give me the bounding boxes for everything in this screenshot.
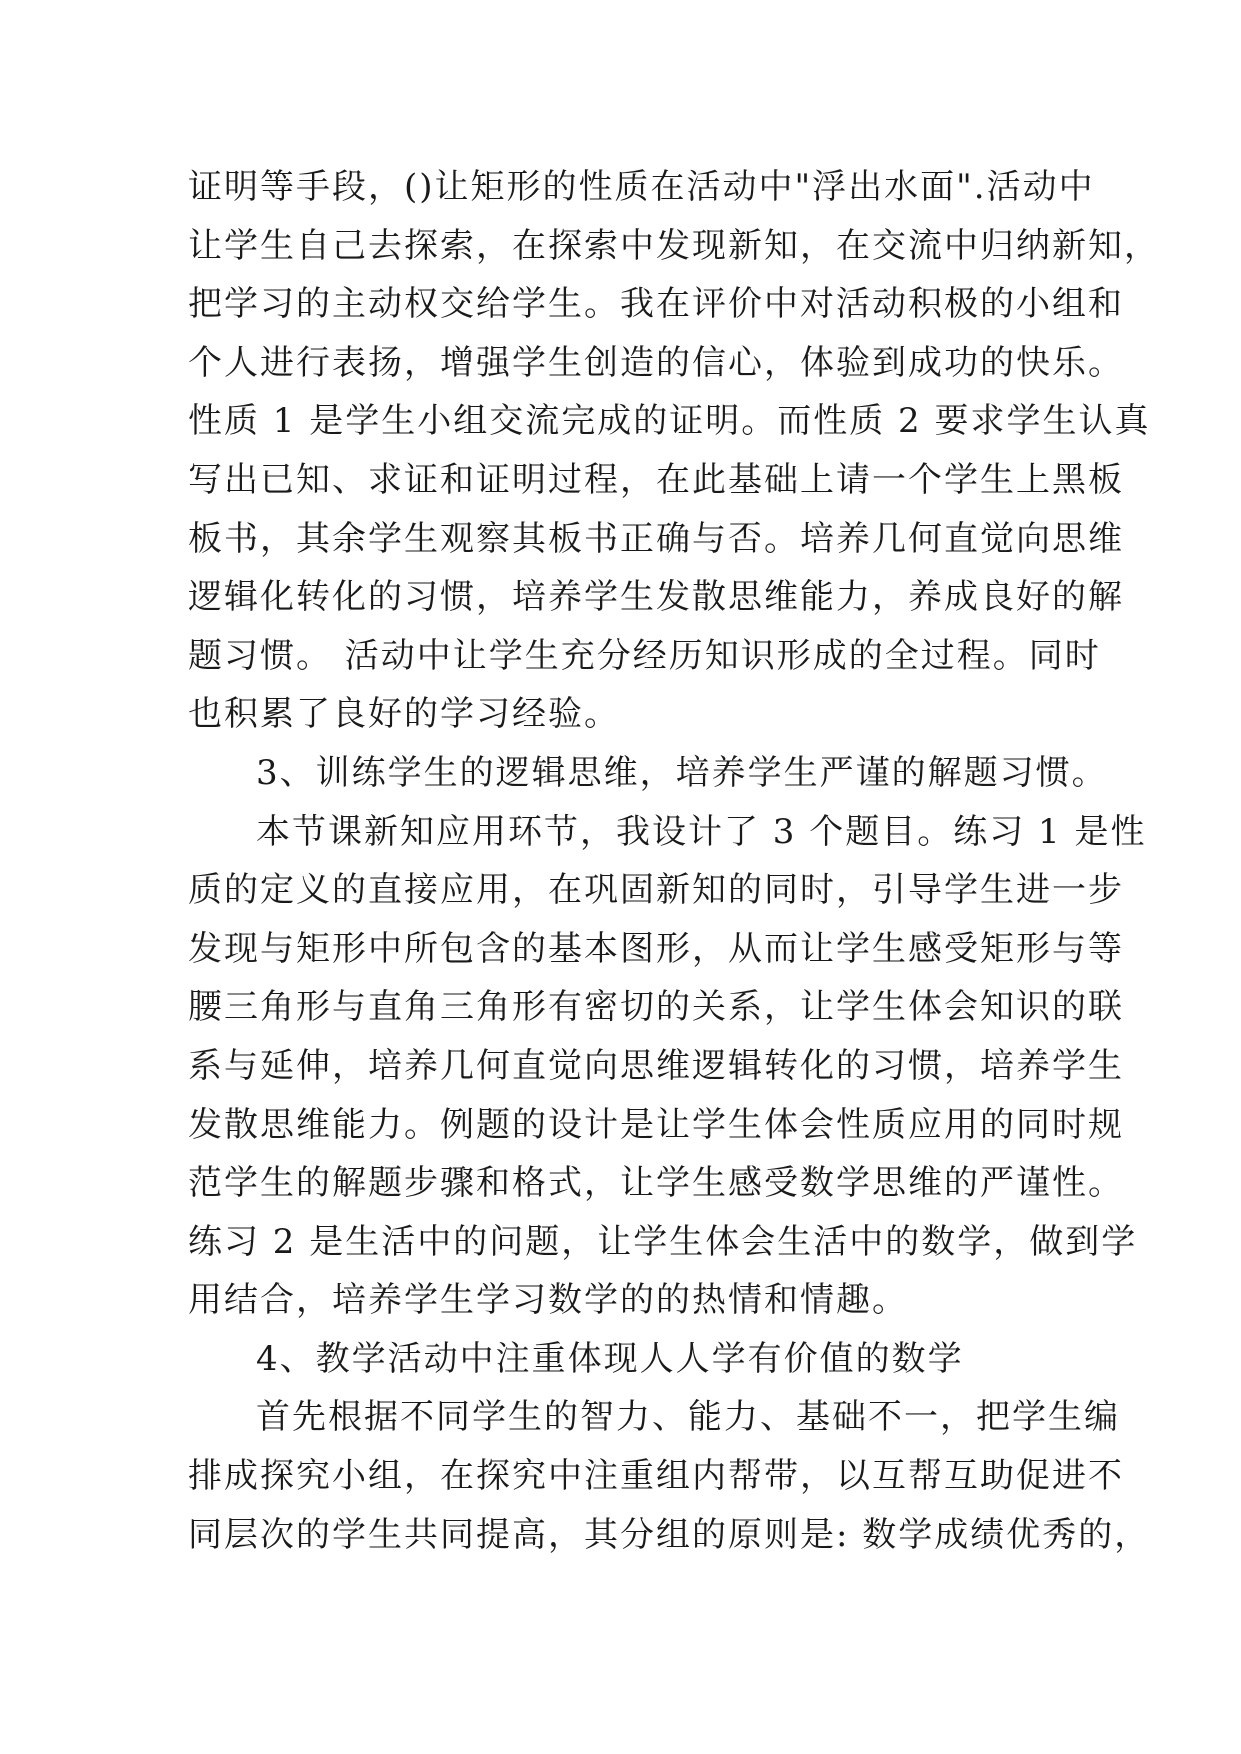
text-line: 练习 2 是生活中的问题，让学生体会生活中的数学，做到学 [188,1221,1138,1262]
text-line: 同层次的学生共同提高，其分组的原则是: 数学成绩优秀的， [188,1514,1151,1555]
text-line: 发散思维能力。例题的设计是让学生体会性质应用的同时规 [188,1104,1124,1145]
text-line: 证明等手段，()让矩形的性质在活动中"浮出水面".活动中 [188,167,1095,207]
text-line: 首先根据不同学生的智力、能力、基础不一，把学生编 [256,1397,1120,1438]
text-line: 性质 1 是学生小组交流完成的证明。而性质 2 要求学生认真 [188,401,1151,442]
text-line: 把学习的主动权交给学生。我在评价中对活动积极的小组和 [188,284,1124,325]
text-line: 个人进行表扬，增强学生创造的信心，体验到成功的快乐。 [188,342,1124,383]
text-line: 板书，其余学生观察其板书正确与否。培养几何直觉向思维 [188,518,1124,559]
text-line: 质的定义的直接应用，在巩固新知的同时，引导学生进一步 [188,870,1124,911]
section-heading-4: 4、教学活动中注重体现人人学有价值的数学 [256,1338,964,1379]
text-line: 逻辑化转化的习惯，培养学生发散思维能力，养成良好的解 [188,577,1124,618]
text-line: 范学生的解题步骤和格式，让学生感受数学思维的严谨性。 [188,1163,1124,1204]
text-line: 本节课新知应用环节，我设计了 3 个题目。练习 1 是性 [256,811,1147,852]
text-line: 写出已知、求证和证明过程，在此基础上请一个学生上黑板 [188,459,1124,500]
text-line: 用结合，培养学生学习数学的的热情和情趣。 [188,1280,908,1321]
text-line: 题习惯。 活动中让学生充分经历知识形成的全过程。同时 [188,635,1101,676]
text-line: 系与延伸，培养几何直觉向思维逻辑转化的习惯，培养学生 [188,1045,1124,1086]
body-text [188,158,1160,1564]
section-heading-3: 3、训练学生的逻辑思维，培养学生严谨的解题习惯。 [256,752,1108,793]
text-line: 也积累了良好的学习经验。 [188,694,620,735]
text-line: 让学生自己去探索，在探索中发现新知，在交流中归纳新知， [188,225,1160,266]
text-line: 排成探究小组，在探究中注重组内帮带，以互帮互助促进不 [188,1456,1124,1497]
text-line: 发现与矩形中所包含的基本图形，从而让学生感受矩形与等 [188,928,1124,969]
text-line: 腰三角形与直角三角形有密切的关系，让学生体会知识的联 [188,987,1124,1028]
